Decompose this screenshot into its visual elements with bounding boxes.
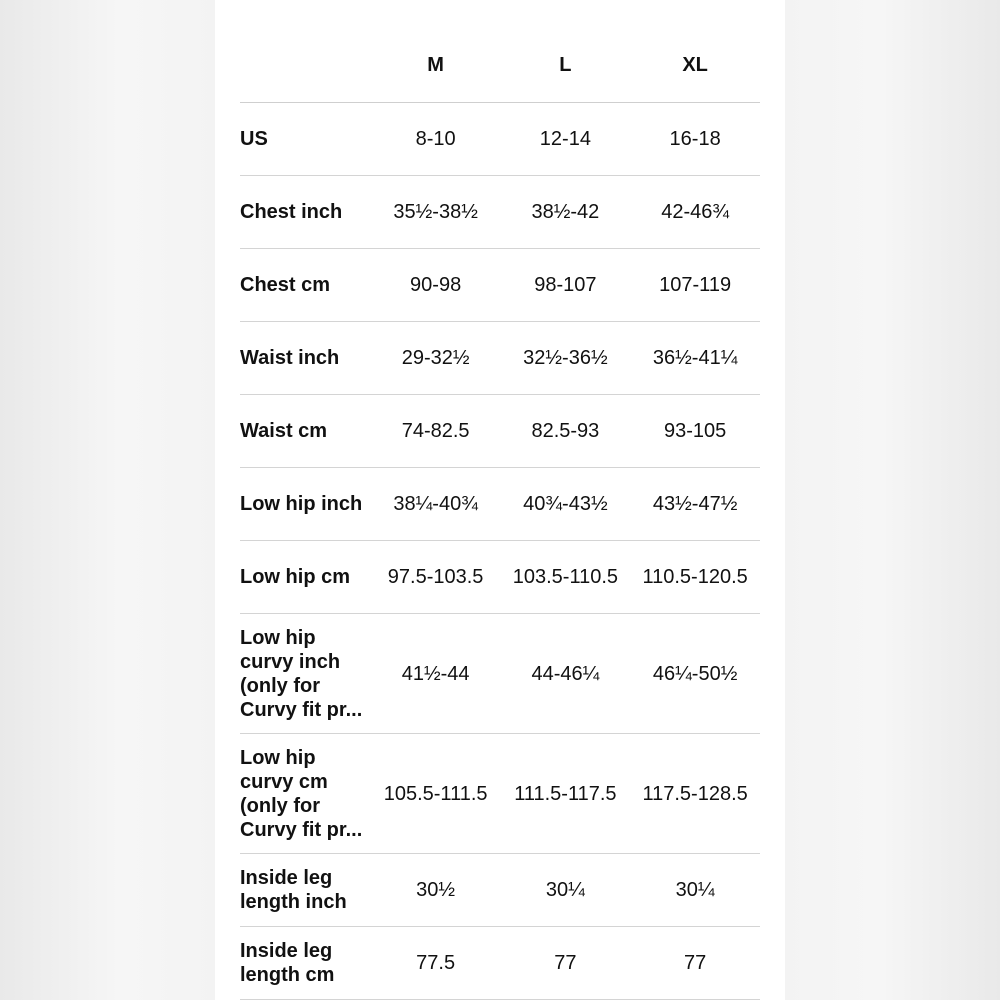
size-value: 111.5-117.5: [514, 782, 617, 805]
size-value: 35½-38½: [393, 201, 478, 223]
size-value: 97.5-103.5: [387, 566, 484, 588]
table-row: [240, 927, 760, 1000]
row-label: Inside leg length inch: [240, 867, 347, 913]
size-value: 82.5-93: [531, 420, 600, 442]
size-value: 44-46¼: [531, 662, 600, 685]
size-value: 8-10: [415, 128, 456, 150]
table-row: [240, 614, 760, 734]
table-row: [240, 395, 760, 468]
table-row: [240, 249, 760, 322]
size-value: 38½-42: [531, 201, 600, 223]
size-value: 110.5-120.5: [642, 566, 748, 588]
size-value: 32½-36½: [523, 347, 608, 369]
size-value: 117.5-128.5: [642, 782, 748, 805]
size-value: 46¼-50½: [652, 662, 738, 685]
size-value: 93-105: [663, 420, 727, 442]
size-value: 16-18: [669, 128, 721, 150]
size-chart-table: [240, 30, 760, 1000]
size-value: 38¼-40¾: [393, 493, 478, 515]
size-value: 12-14: [539, 128, 591, 150]
size-value: 36½-41¼: [652, 347, 738, 369]
table-header-row: [240, 30, 760, 103]
size-value: 41½-44: [401, 662, 470, 685]
size-value: 98-107: [534, 274, 597, 296]
size-value: 30¼: [545, 879, 585, 901]
table-row: [240, 103, 760, 176]
table-row: [240, 734, 760, 854]
size-value: 30½: [416, 879, 456, 901]
row-label: Low hip curvy inch (only for Curvy fit pr...: [240, 626, 363, 721]
row-label: Low hip inch: [240, 493, 363, 515]
size-value: 29-32½: [401, 347, 470, 369]
row-label: US: [240, 128, 268, 150]
column-header-m: M: [427, 54, 444, 76]
column-header-xl: XL: [682, 54, 708, 76]
size-value: 103.5-110.5: [512, 566, 619, 588]
size-value: 77: [554, 952, 577, 974]
size-value: 43½-47½: [652, 493, 738, 515]
row-label: Inside leg length cm: [240, 940, 335, 986]
size-value: 42-46¾: [661, 201, 730, 223]
row-label: Waist inch: [240, 347, 340, 369]
size-value: 90-98: [410, 274, 462, 296]
size-value: 30¼: [675, 879, 715, 901]
table-row: [240, 176, 760, 249]
table-row: [240, 854, 760, 927]
size-value: 74-82.5: [401, 420, 470, 442]
row-label: Waist cm: [240, 420, 328, 442]
table-row: [240, 468, 760, 541]
size-value: 77.5: [416, 952, 456, 974]
column-header-l: L: [559, 54, 572, 76]
size-value: 107-119: [659, 274, 732, 296]
row-label: Low hip curvy cm (only for Curvy fit pr...: [240, 746, 363, 841]
size-value: 40¾-43½: [523, 493, 608, 515]
row-label: Low hip cm: [240, 566, 350, 588]
table-row: [240, 541, 760, 614]
table-row: [240, 322, 760, 395]
size-value: 77: [684, 952, 707, 974]
size-value: 105.5-111.5: [383, 782, 488, 805]
header-empty-cell: [240, 54, 371, 78]
row-label: Chest cm: [240, 274, 331, 296]
size-chart-panel: [215, 0, 785, 1000]
row-label: Chest inch: [240, 201, 343, 223]
